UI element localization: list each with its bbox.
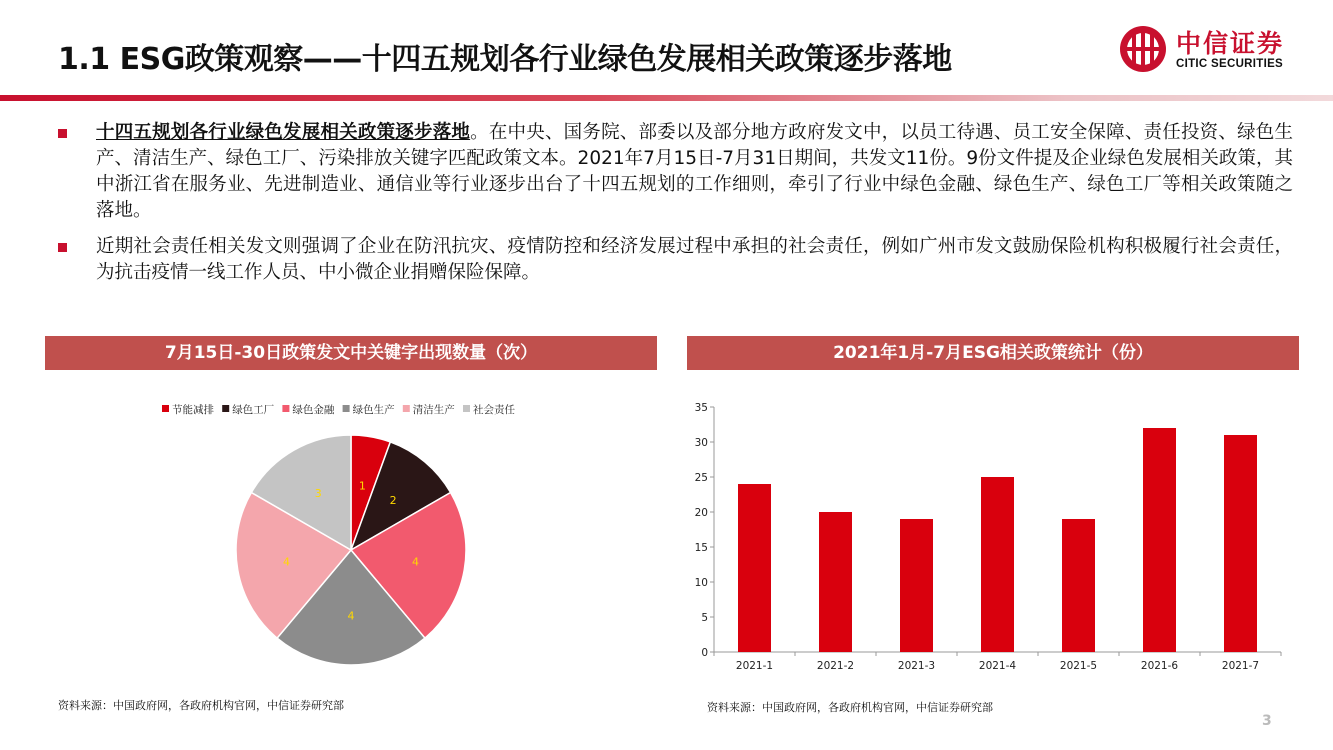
legend-swatch xyxy=(222,405,229,412)
y-tick-label: 25 xyxy=(694,472,708,484)
legend-swatch xyxy=(162,405,169,412)
bar-2021-5 xyxy=(1062,519,1095,652)
pie-data-label: 2 xyxy=(389,493,397,507)
x-tick-label: 2021-6 xyxy=(1140,660,1179,672)
citic-logo-icon xyxy=(1118,24,1168,74)
bullet-lead-text: 十四五规划各行业绿色发展相关政策逐步落地 xyxy=(96,122,471,143)
bullet-body-text: 近期社会责任相关发文则强调了企业在防汛抗灾、疫情防控和经济发展过程中承担的社会责任，例如广州市发文鼓励保险机构积极履行社会责任，为抗击疫情一线工作人员、中小微企业捐赠保险保障。 xyxy=(96,236,1293,283)
bullet-body-text: 。在中央、国务院、部委以及部分地方政府发文中，以员工待遇、员工安全保障、责任投资、绿色生产、清洁生产、绿色工厂、污染排放关键字匹配政策文本。2021年7月15日-7月31日期间，共发文11份。9份文件提及企业绿色发展相关政策，其中浙江省在服务业、先进制造业、通信业等行业逐步出台了十四五规划的工作细则，牵引了行业中绿色金融、绿色生产、绿色工厂等相关政策随之落地。 xyxy=(96,122,1293,221)
policy-bar-chart xyxy=(687,395,1299,685)
logo-english-text: CITIC SECURITIES xyxy=(1176,58,1284,70)
bullet-marker xyxy=(58,243,67,252)
legend-label: 清洁生产 xyxy=(412,404,455,416)
bullet-item-2 xyxy=(58,234,1293,286)
citic-logo xyxy=(1118,20,1318,76)
legend-label: 绿色生产 xyxy=(352,404,395,416)
bar-2021-1 xyxy=(738,484,771,652)
x-tick-label: 2021-7 xyxy=(1221,660,1260,672)
bullet-marker xyxy=(58,129,67,138)
pie-data-label: 4 xyxy=(412,555,420,569)
bar-2021-2 xyxy=(819,512,852,652)
x-tick-label: 2021-5 xyxy=(1059,660,1098,672)
y-tick-label: 20 xyxy=(694,507,708,519)
x-tick-label: 2021-3 xyxy=(897,660,936,672)
y-tick-label: 15 xyxy=(694,542,708,554)
x-tick-label: 2021-4 xyxy=(978,660,1017,672)
bar-2021-4 xyxy=(981,477,1014,652)
pie-source-note: 资料来源：中国政府网，各政府机构官网，中信证券研究部 xyxy=(58,699,344,712)
pie-chart-title-bar: 7月15日-30日政策发文中关键字出现数量（次） xyxy=(45,336,657,370)
legend-label: 社会责任 xyxy=(473,404,515,416)
legend-swatch xyxy=(343,405,350,412)
x-tick-label: 2021-2 xyxy=(816,660,855,672)
pie-data-label: 1 xyxy=(358,479,366,493)
legend-swatch xyxy=(282,405,289,412)
page-number: 3 xyxy=(1262,713,1272,729)
legend-label: 节能减排 xyxy=(172,404,214,416)
page-title: 1.1 ESG政策观察——十四五规划各行业绿色发展相关政策逐步落地 xyxy=(58,42,952,77)
legend-label: 绿色工厂 xyxy=(232,404,275,416)
legend-swatch xyxy=(463,405,470,412)
pie-data-label: 3 xyxy=(314,487,322,501)
bar-2021-7 xyxy=(1224,435,1257,652)
y-tick-label: 5 xyxy=(701,612,708,624)
bar-2021-6 xyxy=(1143,428,1176,652)
legend-swatch xyxy=(403,405,410,412)
header-divider xyxy=(0,95,1333,101)
legend-label: 绿色金融 xyxy=(292,404,335,416)
bar-2021-3 xyxy=(900,519,933,652)
pie-data-label: 4 xyxy=(282,555,290,569)
y-tick-label: 30 xyxy=(694,437,708,449)
bullet-list xyxy=(58,120,1293,296)
header xyxy=(0,0,1333,96)
y-tick-label: 35 xyxy=(694,402,708,414)
bar-chart-title-bar: 2021年1月-7月ESG相关政策统计（份） xyxy=(687,336,1299,370)
y-tick-label: 0 xyxy=(701,647,708,659)
keyword-pie-chart xyxy=(45,395,657,675)
x-tick-label: 2021-1 xyxy=(735,660,774,672)
bar-source-note: 资料来源：中国政府网，各政府机构官网，中信证券研究部 xyxy=(707,701,993,714)
pie-data-label: 4 xyxy=(347,609,355,623)
logo-chinese-text: 中信证券 xyxy=(1176,29,1285,58)
y-tick-label: 10 xyxy=(694,577,708,589)
bullet-item-1 xyxy=(58,120,1293,224)
